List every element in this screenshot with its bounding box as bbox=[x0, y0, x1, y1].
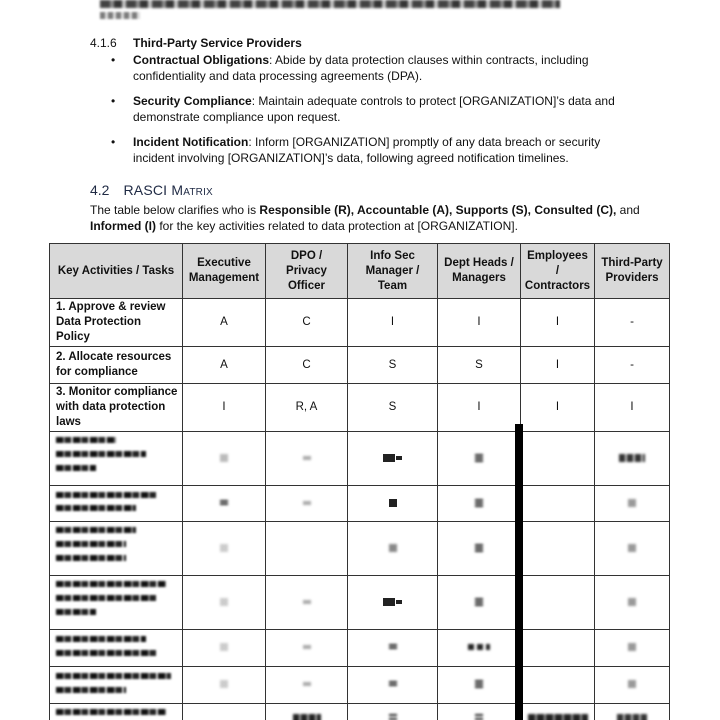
rasci-cell: C bbox=[266, 347, 348, 384]
rasci-cell: S bbox=[438, 347, 521, 384]
rasci-table bbox=[49, 243, 670, 720]
activity-cell: 3. Monitor compliance with data protection laws bbox=[50, 384, 183, 432]
rasci-cell: I bbox=[595, 384, 670, 432]
rasci-cell: R, A bbox=[266, 384, 348, 432]
rasci-cell: I bbox=[521, 299, 595, 347]
bullet-icon: • bbox=[111, 135, 116, 149]
rasci-cell: I bbox=[521, 384, 595, 432]
redacted-cell bbox=[50, 432, 183, 486]
redacted-row bbox=[50, 486, 670, 522]
table-header: Employees / Contractors bbox=[521, 244, 595, 299]
redacted-row bbox=[50, 576, 670, 630]
rasci-cell: S bbox=[348, 384, 438, 432]
redacted-cell bbox=[50, 522, 183, 576]
rasci-cell: I bbox=[348, 299, 438, 347]
redacted-header-line bbox=[100, 0, 560, 22]
table-row bbox=[50, 347, 670, 384]
table-row bbox=[50, 299, 670, 347]
bullet-icon: • bbox=[111, 53, 116, 67]
section-number: 4.1.6 bbox=[90, 36, 117, 50]
table-row bbox=[50, 384, 670, 432]
rasci-cell: - bbox=[595, 347, 670, 384]
rasci-cell: A bbox=[183, 347, 266, 384]
intro-paragraph: The table below clarifies who is Responsible (R), Accountable (A), Supports (S), Consulted (C), and Informed (I) for the key activities related to data protection at [ORGANIZATION]. bbox=[90, 203, 640, 233]
redacted-cell bbox=[50, 576, 183, 630]
bullet-list bbox=[110, 52, 630, 175]
redacted-row bbox=[50, 667, 670, 704]
rasci-cell: - bbox=[595, 299, 670, 347]
activity-cell: 2. Allocate resources for compliance bbox=[50, 347, 183, 384]
redacted-row bbox=[50, 522, 670, 576]
rasci-cell: I bbox=[521, 347, 595, 384]
redaction-bar bbox=[515, 424, 523, 720]
rasci-cell: I bbox=[438, 384, 521, 432]
redacted-row bbox=[50, 630, 670, 667]
rasci-cell: I bbox=[183, 384, 266, 432]
table-header-row bbox=[50, 244, 670, 299]
table-header: DPO / Privacy Officer bbox=[266, 244, 348, 299]
redacted-row bbox=[50, 704, 670, 720]
redacted-cell bbox=[50, 486, 183, 522]
bullet-item: • Security Compliance: Maintain adequate controls to protect [ORGANIZATION]’s data and demonstrate compliance upon request. bbox=[111, 94, 615, 124]
redacted-cell bbox=[50, 667, 183, 704]
section-title: Third-Party Service Providers bbox=[133, 36, 302, 50]
table-header: Key Activities / Tasks bbox=[50, 244, 183, 299]
bullet-icon: • bbox=[111, 94, 116, 108]
bullet-item: • Incident Notification: Inform [ORGANIZATION] promptly of any data breach or security incident involving [ORGANIZATION]’s data, following agreed notification timelines. bbox=[111, 135, 601, 165]
activity-cell: 1. Approve & review Data Protection Policy bbox=[50, 299, 183, 347]
redacted-cell bbox=[50, 630, 183, 667]
table-header: Dept Heads / Managers bbox=[438, 244, 521, 299]
table-header: Executive Management bbox=[183, 244, 266, 299]
section-heading: 4.2 RASCI Matrix bbox=[90, 182, 213, 198]
redacted-cell bbox=[50, 704, 183, 720]
redacted-row bbox=[50, 432, 670, 486]
rasci-cell: A bbox=[183, 299, 266, 347]
table-header: Third-Party Providers bbox=[595, 244, 670, 299]
table-header: Info Sec Manager / Team bbox=[348, 244, 438, 299]
rasci-cell: S bbox=[348, 347, 438, 384]
rasci-cell: I bbox=[438, 299, 521, 347]
rasci-cell: C bbox=[266, 299, 348, 347]
bullet-item: • Contractual Obligations: Abide by data protection clauses within contracts, including confidentiality and data processing agreements (DPA). bbox=[111, 53, 589, 83]
